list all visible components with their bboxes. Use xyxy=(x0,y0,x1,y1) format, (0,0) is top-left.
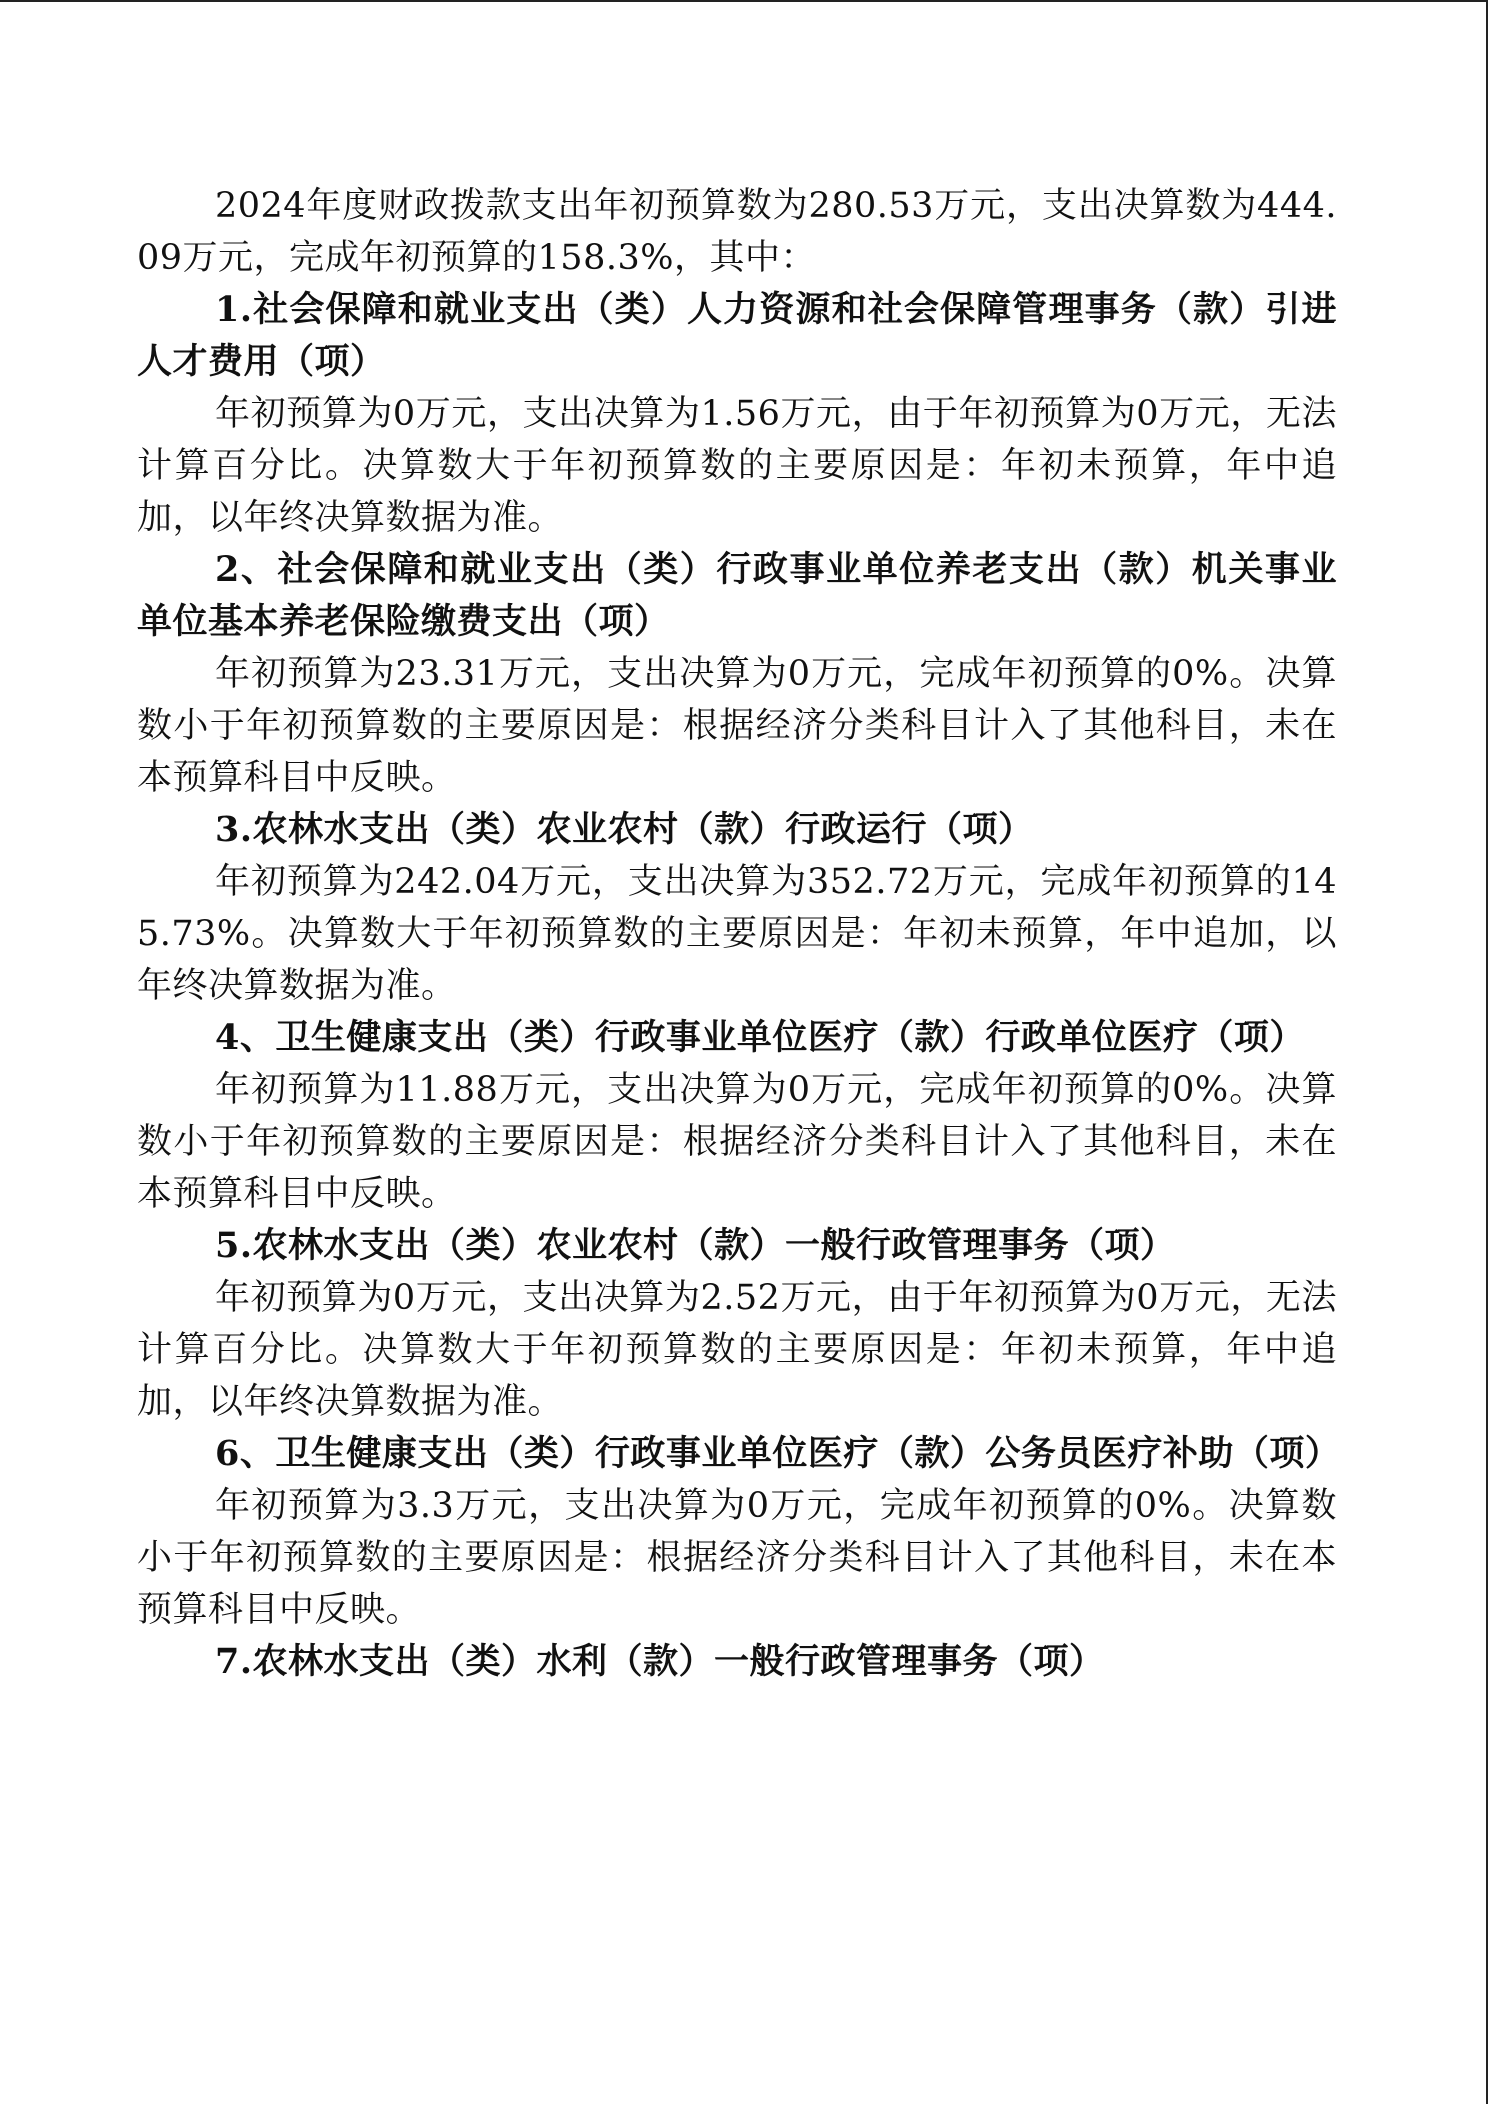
section-heading-5: 5.农林水支出（类）农业农村（款）一般行政管理事务（项） xyxy=(215,1225,1176,1266)
section-body-3: 年初预算为242.04万元，支出决算为352.72万元，完成年初预算的145.73%。决算数大于年初预算数的主要原因是：年初未预算，年中追加，以年终决算数据为准。 xyxy=(137,862,1337,1006)
section-body-6: 年初预算为3.3万元，支出决算为0万元，完成年初预算的0%。决算数小于年初预算数的主要原因是：根据经济分类科目计入了其他科目，未在本预算科目中反映。 xyxy=(137,1486,1337,1630)
intro-paragraph: 2024年度财政拨款支出年初预算数为280.53万元，支出决算数为444.09万元，完成年初预算的158.3%，其中： xyxy=(137,186,1337,278)
section-body-2: 年初预算为23.31万元，支出决算为0万元，完成年初预算的0%。决算数小于年初预算数的主要原因是：根据经济分类科目计入了其他科目，未在本预算科目中反映。 xyxy=(137,654,1337,798)
section-heading-6: 6、卫生健康支出（类）行政事业单位医疗（款）公务员医疗补助（项） xyxy=(215,1433,1341,1474)
document-body xyxy=(137,180,1341,1688)
section-body-5: 年初预算为0万元，支出决算为2.52万元，由于年初预算为0万元，无法计算百分比。决算数大于年初预算数的主要原因是：年初未预算，年中追加，以年终决算数据为准。 xyxy=(137,1278,1337,1422)
section-body-4: 年初预算为11.88万元，支出决算为0万元，完成年初预算的0%。决算数小于年初预算数的主要原因是：根据经济分类科目计入了其他科目，未在本预算科目中反映。 xyxy=(137,1070,1337,1214)
section-heading-2: 2、社会保障和就业支出（类）行政事业单位养老支出（款）机关事业单位基本养老保险缴费支出（项） xyxy=(137,549,1337,642)
section-body-1: 年初预算为0万元，支出决算为1.56万元，由于年初预算为0万元，无法计算百分比。决算数大于年初预算数的主要原因是：年初未预算，年中追加，以年终决算数据为准。 xyxy=(137,394,1337,538)
section-heading-4: 4、卫生健康支出（类）行政事业单位医疗（款）行政单位医疗（项） xyxy=(215,1017,1305,1058)
section-heading-1: 1.社会保障和就业支出（类）人力资源和社会保障管理事务（款）引进人才费用（项） xyxy=(137,289,1337,382)
section-heading-7: 7.农林水支出（类）水利（款）一般行政管理事务（项） xyxy=(215,1641,1105,1682)
section-heading-3: 3.农林水支出（类）农业农村（款）行政运行（项） xyxy=(215,809,1034,850)
